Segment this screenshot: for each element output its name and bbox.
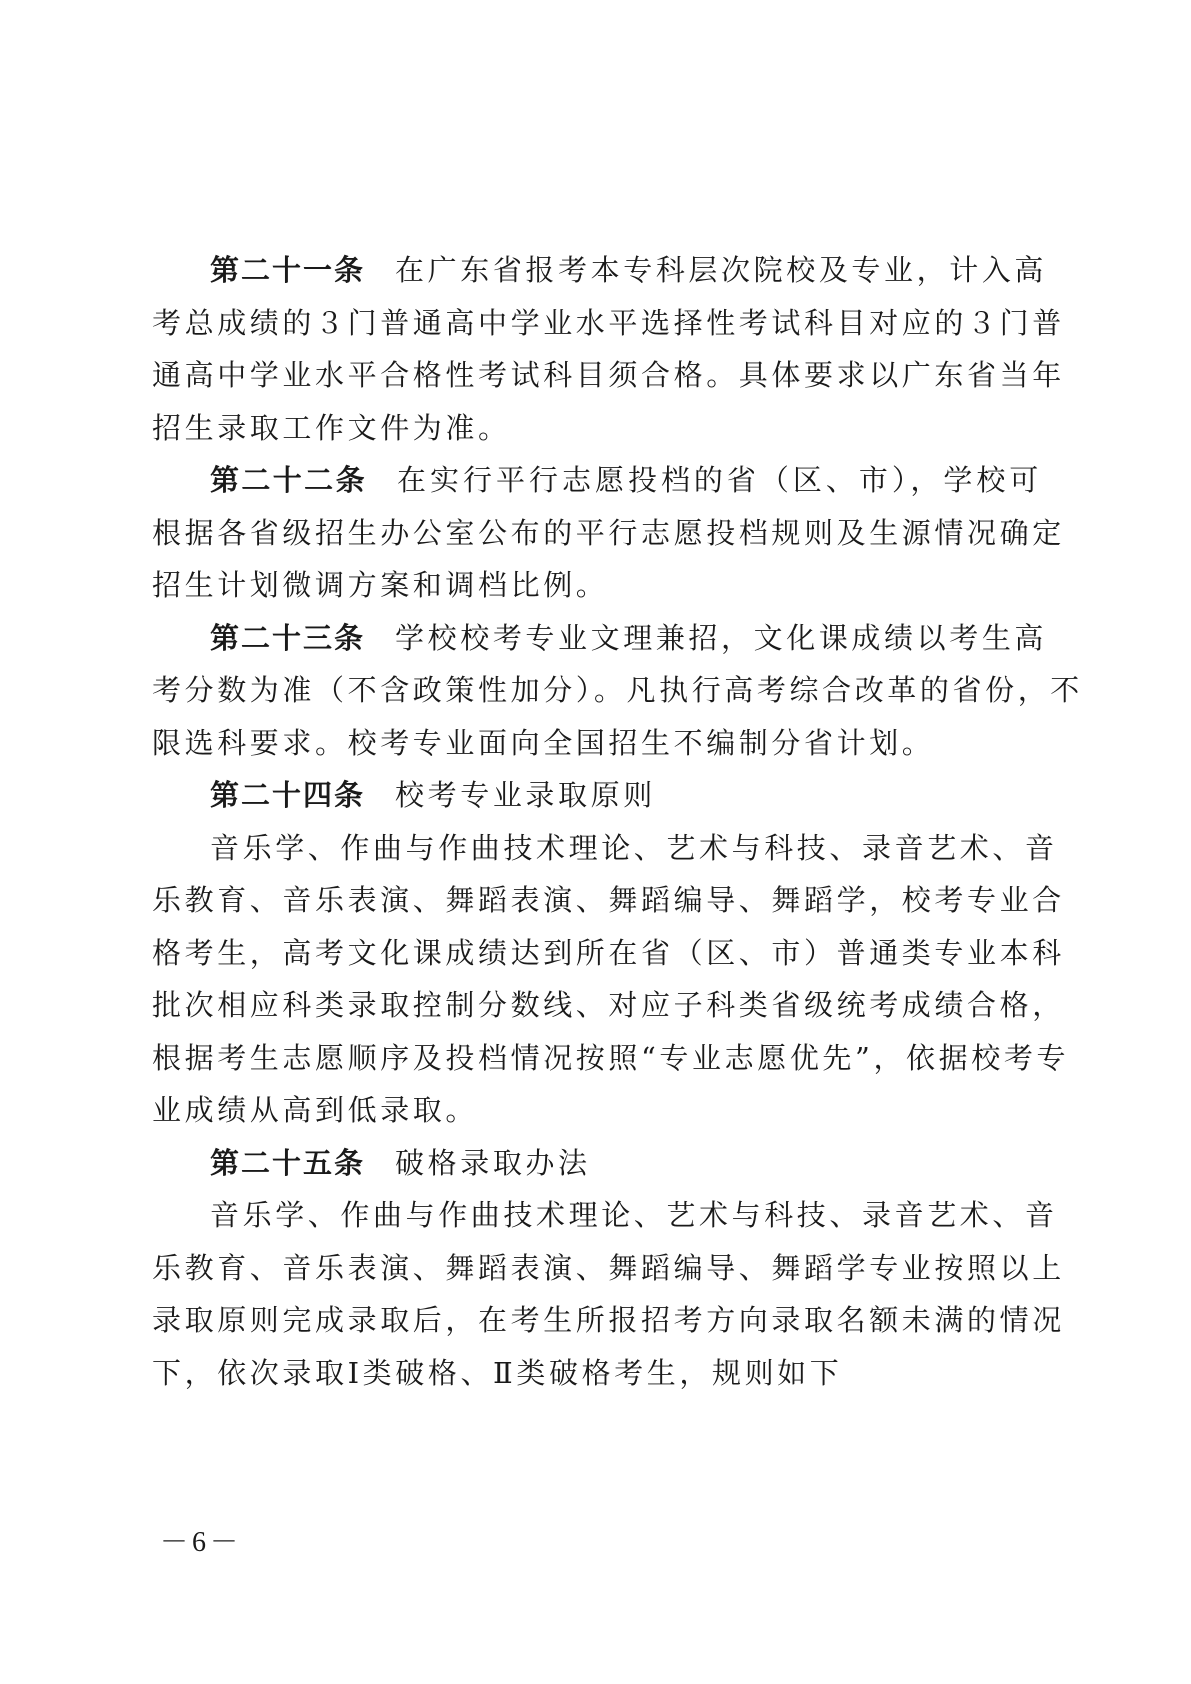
- article-24-para-line-6: 业成绩从高到低录取。: [152, 1093, 479, 1127]
- article-25-heading-line: [152, 1137, 1042, 1190]
- article-21-text: 在广东省报考本专科层次院校及专业，计入高: [395, 253, 1048, 287]
- article-25-para-line-3: 录取原则完成录取后，在考生所报招考方向录取名额未满的情况: [152, 1303, 1065, 1337]
- article-24-para-line-3: 格考生，高考文化课成绩达到所在省（区、市）普通类专业本科: [152, 935, 1065, 970]
- article-24-para-line-5: 根据考生志愿顺序及投档情况按照“专业志愿优先”，依据校考专: [152, 1040, 1070, 1075]
- article-21-line-3: 通高中学业水平合格性考试科目须合格。具体要求以广东省当年: [152, 358, 1065, 392]
- article-22-line-3: 招生计划微调方案和调档比例。: [152, 568, 609, 602]
- article-21-line-2: 考总成绩的３门普通高中学业水平选择性考试科目对应的３门普: [152, 305, 1065, 340]
- article-24-title: 校考专业录取原则: [395, 778, 656, 812]
- article-23-line-2: 考分数为准（不含政策性加分）。凡执行高考综合改革的省份，不: [152, 673, 1083, 707]
- article-21-heading: 第二十一条: [210, 253, 366, 287]
- article-24-para-line-2: 乐教育、音乐表演、舞蹈表演、舞蹈编导、舞蹈学，校考专业合: [152, 883, 1065, 917]
- article-25-para-line-4: 下，依次录取Ⅰ类破格、Ⅱ类破格考生，规则如下: [152, 1355, 843, 1390]
- article-25-para-line-1: 音乐学、作曲与作曲技术理论、艺术与科技、录音艺术、音: [210, 1198, 1058, 1232]
- article-25-para-line-2: 乐教育、音乐表演、舞蹈表演、舞蹈编导、舞蹈学专业按照以上: [152, 1250, 1065, 1285]
- article-23-line-3: 限选科要求。校考专业面向全国招生不编制分省计划。: [152, 725, 935, 760]
- article-23-heading: 第二十三条: [210, 620, 366, 655]
- article-24-para-line-4: 批次相应科类录取控制分数线、对应子科类省级统考成绩合格，: [152, 988, 1065, 1022]
- page-number: －6－: [160, 1527, 243, 1558]
- article-22-heading: 第二十二条: [210, 463, 367, 497]
- article-22-line-2: 根据各省级招生办公室公布的平行志愿投档规则及生源情况确定: [152, 515, 1065, 550]
- article-21-line-4: 招生录取工作文件为准。: [152, 410, 511, 445]
- article-21-line-1: [152, 244, 1048, 297]
- article-25-heading: 第二十五条: [210, 1145, 366, 1180]
- document-body: [152, 244, 1083, 1399]
- article-23-text: 学校校考专业文理兼招，文化课成绩以考生高: [395, 620, 1048, 655]
- article-24-heading-line: [152, 769, 1042, 822]
- article-22-line-1: [152, 454, 1042, 507]
- article-25-title: 破格录取办法: [395, 1145, 591, 1180]
- article-24-heading: 第二十四条: [210, 778, 366, 812]
- article-22-text: 在实行平行志愿投档的省（区、市），学校可: [396, 463, 1042, 497]
- article-23-line-1: [152, 612, 1048, 665]
- article-24-para-line-1: 音乐学、作曲与作曲技术理论、艺术与科技、录音艺术、音: [210, 830, 1058, 865]
